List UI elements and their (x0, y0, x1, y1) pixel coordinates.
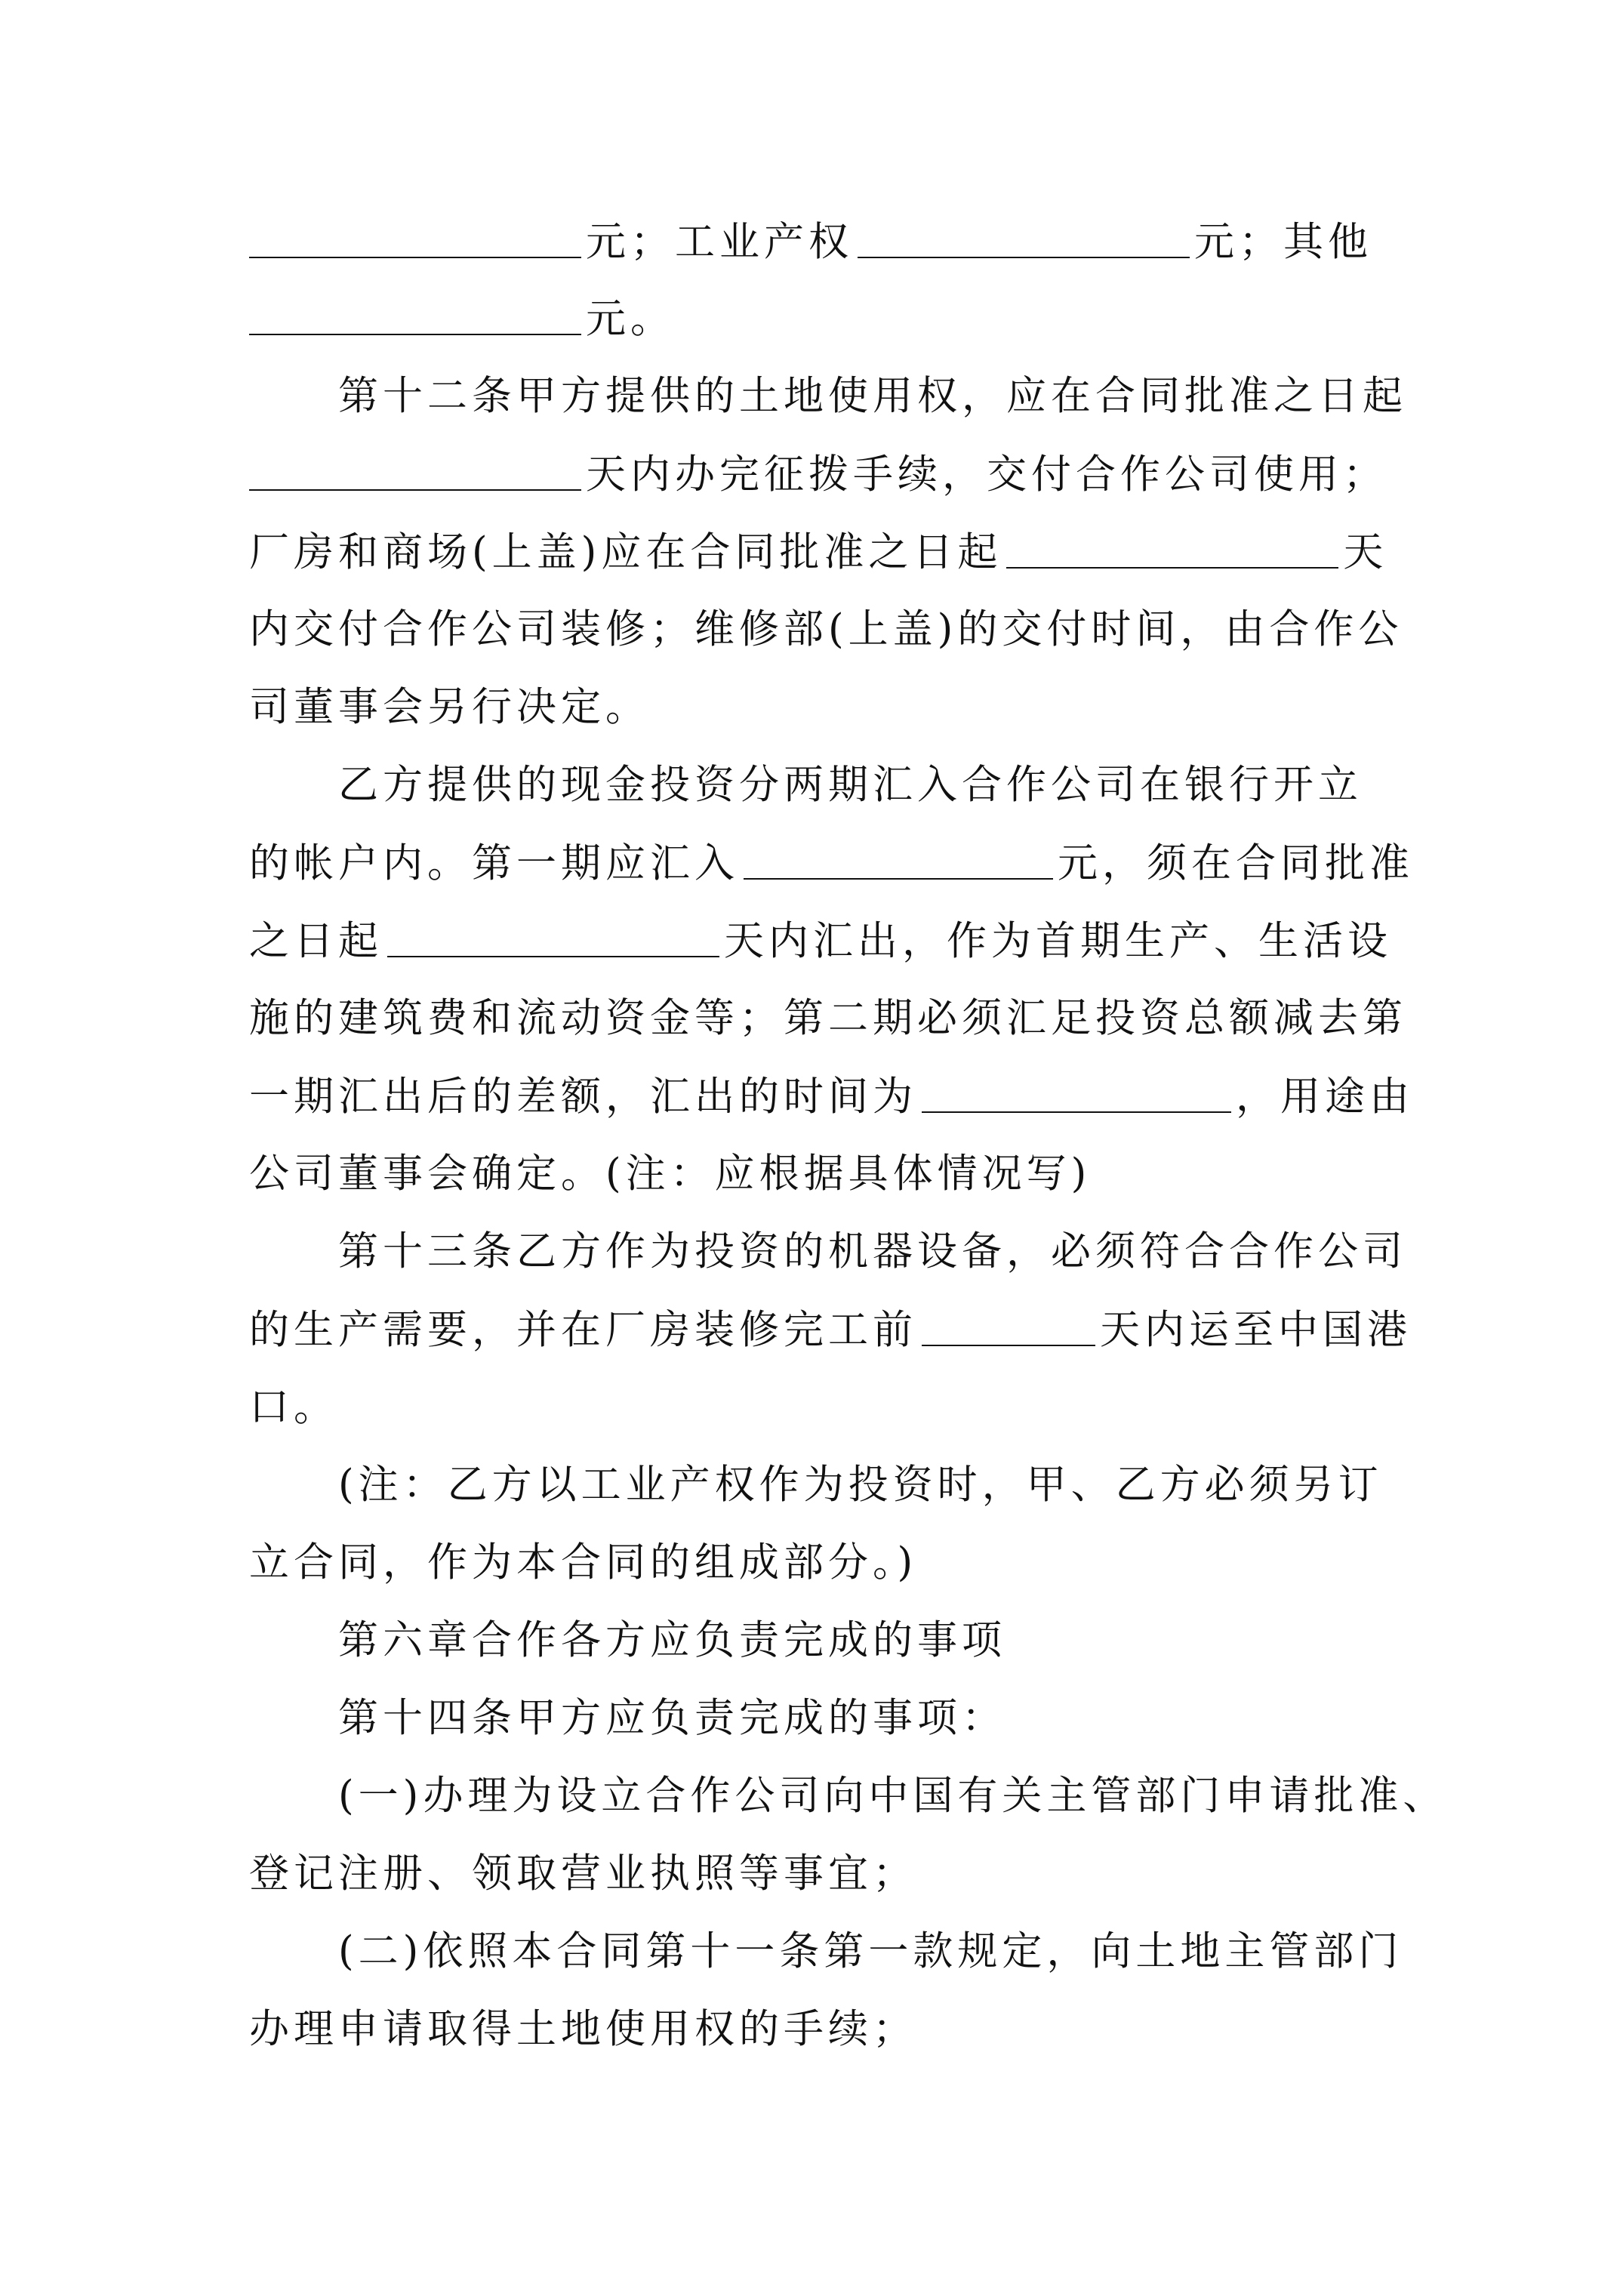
paragraph-start (338, 747, 1471, 823)
text-line (249, 1370, 1381, 1445)
text-line (249, 281, 1381, 356)
text-line (249, 1292, 1412, 1367)
text-segment: 施的建筑费和流动资金等；第二期必须汇足投资总额减去第 (249, 995, 1407, 1041)
text-segment: (注：乙方以工业产权作为投资时，甲、乙方必须另订 (338, 1462, 1383, 1508)
article-12-heading (338, 359, 1471, 434)
text-segment: 元；其他 (1194, 219, 1372, 265)
text-segment: ，用途由 (1236, 1074, 1414, 1120)
text-segment: (一)办理为设立合作公司向中国有关主管部门申请批准、 (338, 1773, 1448, 1819)
text-segment: 的生产需要，并在厂房装修完工前 (249, 1307, 917, 1353)
fill-blank (858, 207, 1190, 258)
text-line (249, 592, 1403, 667)
text-segment: 内交付合作公司装修；维修部(上盖)的交付时间，由合作公 (249, 606, 1403, 652)
text-line (249, 1525, 1381, 1601)
text-segment: 元；工业产权 (586, 219, 853, 265)
text-line (249, 1836, 1381, 1912)
text-segment: 元。 (586, 296, 675, 342)
text-segment: (二)依照本合同第十一条第一款规定，向土地主管部门 (338, 1928, 1403, 1974)
article-13-heading (338, 1214, 1471, 1290)
text-segment: 天内办完征拨手续，交付合作公司使用； (586, 451, 1387, 498)
text-segment: 一期汇出后的差额，汇出的时间为 (249, 1074, 917, 1120)
list-item-2 (338, 1914, 1471, 1989)
text-segment: 司董事会另行决定。 (249, 684, 650, 730)
fill-blank (744, 828, 1053, 880)
text-segment: 口。 (249, 1384, 338, 1430)
text-segment: 天内运至中国港 (1100, 1307, 1412, 1353)
text-segment: 第十三条乙方作为投资的机器设备，必须符合合作公司 (338, 1228, 1407, 1274)
text-segment: 登记注册、领取营业执照等事宜； (249, 1851, 917, 1897)
text-segment: 第六章合作各方应负责完成的事项 (338, 1617, 1006, 1663)
text-segment: 立合同，作为本合同的组成部分。) (249, 1539, 918, 1586)
fill-blank (249, 207, 581, 258)
text-segment: 第十四条甲方应负责完成的事项： (338, 1695, 1006, 1741)
text-line (249, 1136, 1381, 1212)
text-line (249, 981, 1407, 1056)
fill-blank (387, 906, 719, 957)
text-segment: 元，须在合同批准 (1058, 840, 1414, 886)
text-line (249, 514, 1388, 590)
text-line (249, 1992, 1381, 2067)
text-segment: 公司董事会确定。(注：应根据具体情况写) (249, 1151, 1092, 1197)
text-line (249, 903, 1392, 978)
text-line (249, 670, 1381, 745)
text-segment: 的帐户内。第一期应汇入 (249, 840, 739, 886)
note-paragraph (338, 1447, 1471, 1523)
chapter-6-heading (338, 1603, 1471, 1678)
text-segment: 厂房和商场(上盖)应在合同批准之日起 (249, 529, 1002, 575)
text-line (249, 1059, 1414, 1134)
text-segment: 天内汇出，作为首期生产、生活设 (724, 918, 1392, 964)
text-segment: 乙方提供的现金投资分两期汇入合作公司在银行开立 (338, 762, 1363, 808)
text-segment: 之日起 (249, 918, 383, 964)
text-segment: 办理申请取得土地使用权的手续； (249, 2006, 917, 2052)
text-line (249, 436, 1387, 512)
fill-blank (922, 1062, 1231, 1113)
text-line (249, 825, 1414, 901)
list-item-1 (338, 1758, 1471, 1834)
article-14-heading (338, 1681, 1471, 1756)
text-segment: 第十二条甲方提供的土地使用权，应在合同批准之日起 (338, 373, 1407, 419)
fill-blank (249, 284, 581, 335)
text-line (249, 204, 1381, 279)
fill-blank (922, 1295, 1095, 1346)
fill-blank (249, 439, 581, 491)
fill-blank (1006, 517, 1338, 569)
text-segment: 天 (1343, 529, 1388, 575)
